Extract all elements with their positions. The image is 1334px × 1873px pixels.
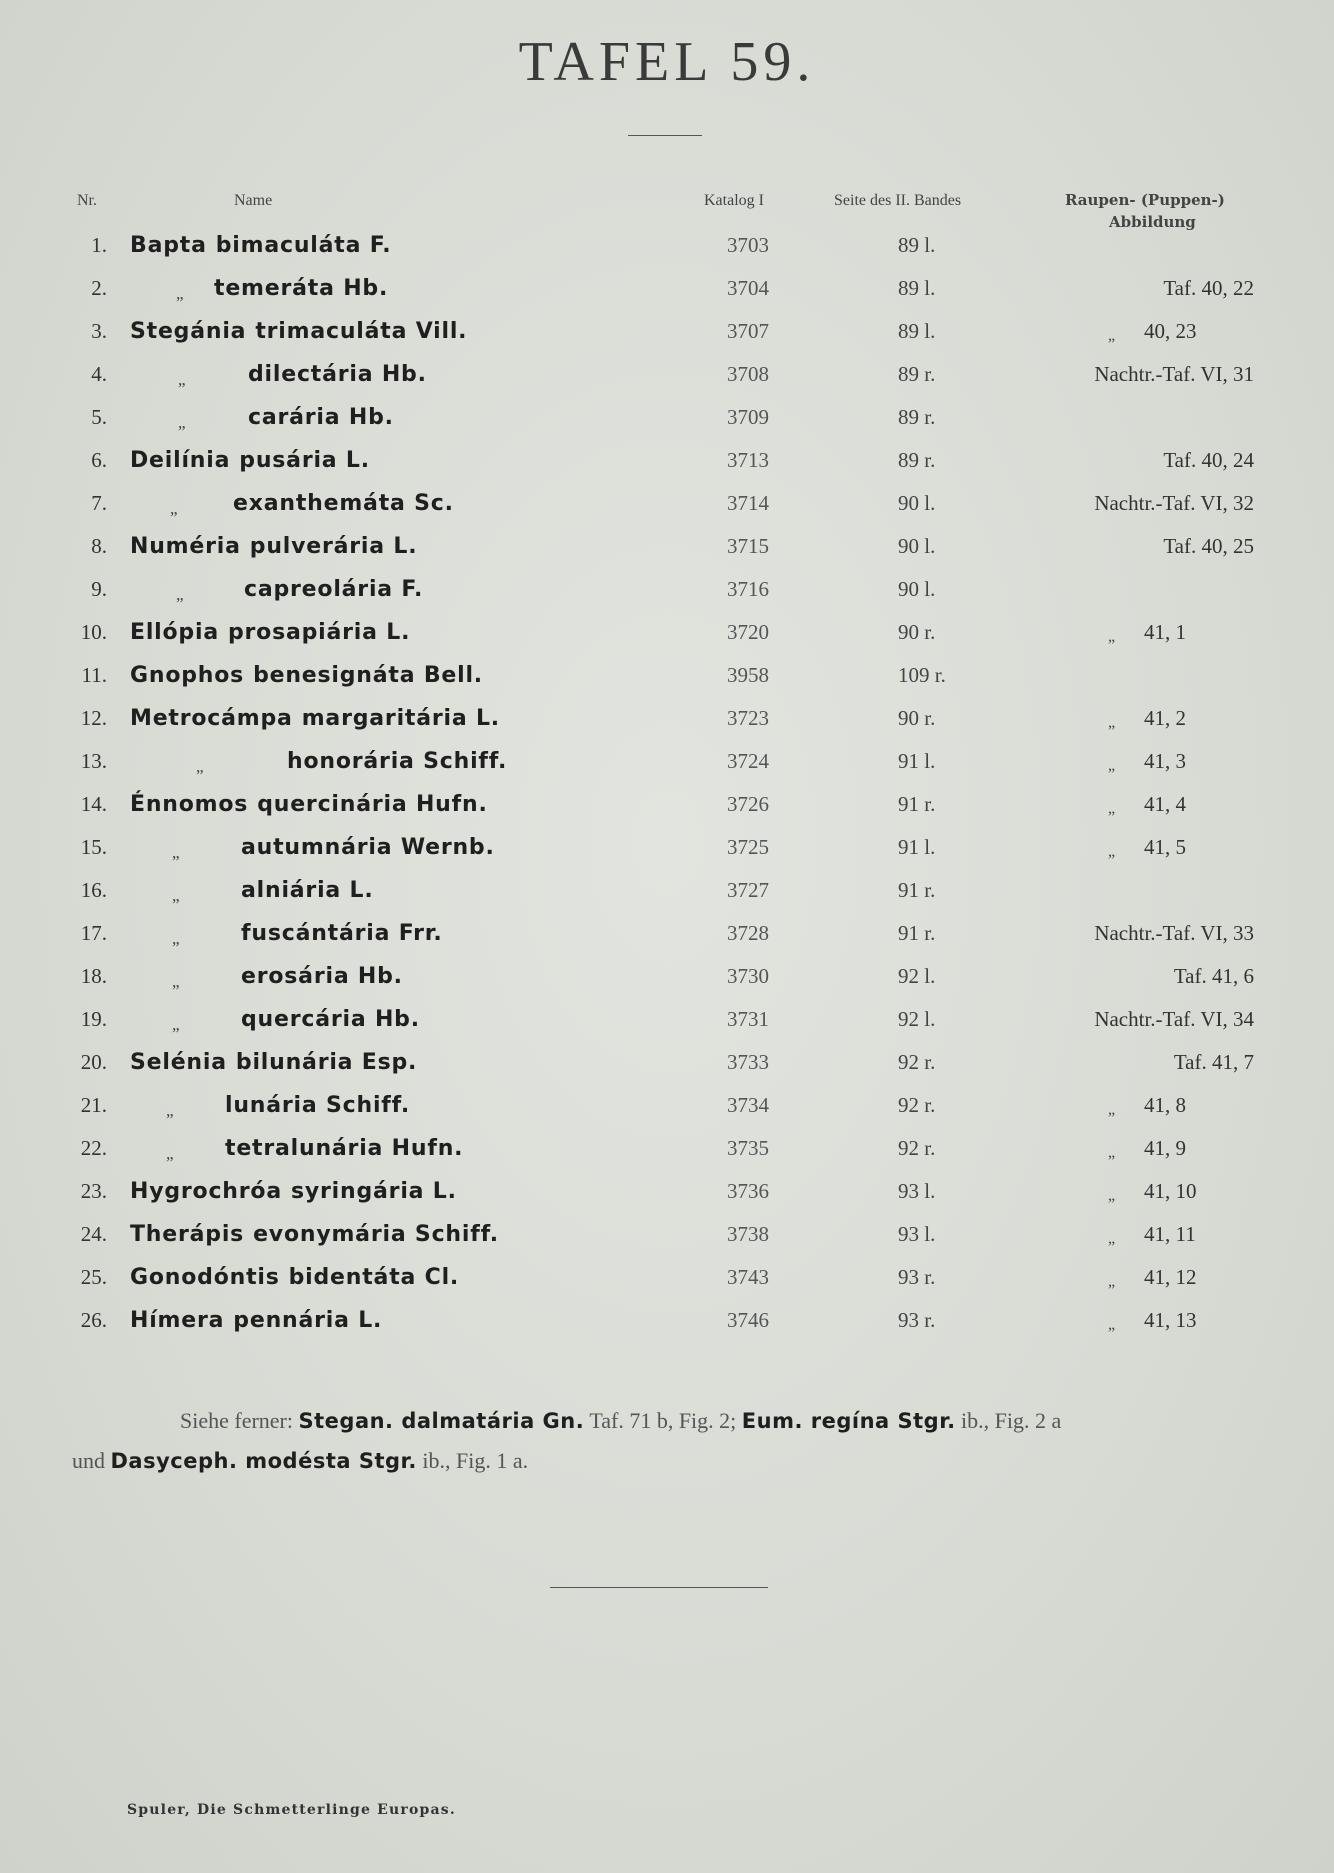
plate-reference: 41, 13 — [1144, 1308, 1197, 1332]
ditto-mark: „ — [1108, 1187, 1116, 1204]
plate-reference: Taf. 40, 25 — [1163, 534, 1254, 558]
page-reference: 93 l. — [898, 1222, 936, 1246]
table-row — [0, 1093, 1334, 1133]
row-number: 5. — [91, 405, 107, 429]
plate-reference: 41, 3 — [1144, 749, 1186, 773]
table-row — [0, 276, 1334, 316]
ditto-mark: „ — [172, 1015, 180, 1034]
species-name: bidentáta Cl. — [288, 1265, 460, 1290]
ditto-mark: „ — [1108, 628, 1116, 645]
ditto-mark: „ — [172, 929, 180, 948]
genus-name: Gonodóntis — [130, 1265, 280, 1290]
plate-reference: Taf. 41, 7 — [1173, 1050, 1254, 1074]
page-reference: 93 r. — [898, 1308, 936, 1332]
catalog-number: 3730 — [727, 964, 769, 988]
species-name: fuscántária Frr. — [241, 921, 443, 946]
bottom-divider — [550, 1587, 768, 1588]
page-reference: 93 r. — [898, 1265, 936, 1289]
page-reference: 91 r. — [898, 878, 936, 902]
ditto-mark: „ — [1108, 1316, 1116, 1333]
ditto-mark: „ — [176, 585, 184, 604]
species-name: lunária Schiff. — [225, 1093, 410, 1118]
ditto-mark: „ — [1108, 757, 1116, 774]
catalog-number: 3703 — [727, 233, 769, 257]
note-line-2 — [72, 1448, 528, 1474]
plate-reference: 41, 9 — [1144, 1136, 1186, 1160]
row-number: 9. — [91, 577, 107, 601]
plate-reference: Taf. 40, 22 — [1163, 276, 1254, 300]
species-name: pusária L. — [239, 448, 370, 473]
ditto-mark: „ — [166, 1144, 174, 1163]
page-reference: 93 l. — [898, 1179, 936, 1203]
plate-reference: 41, 5 — [1144, 835, 1186, 859]
catalog-number: 3735 — [727, 1136, 769, 1160]
species-reference: Eum. regína Stgr. — [741, 1409, 956, 1433]
ditto-mark: „ — [196, 757, 204, 776]
genus-name: Therápis — [130, 1222, 245, 1247]
catalog-number: 3720 — [727, 620, 769, 644]
ditto-mark: „ — [1108, 1144, 1116, 1161]
page-reference: 92 l. — [898, 964, 936, 988]
table-row — [0, 1265, 1334, 1305]
catalog-number: 3734 — [727, 1093, 769, 1117]
plate-reference: 41, 11 — [1144, 1222, 1196, 1246]
table-row — [0, 577, 1334, 617]
page-reference: 92 r. — [898, 1136, 936, 1160]
genus-name: Stegánia — [130, 319, 247, 344]
note-text: ib., Fig. 2 a — [955, 1408, 1062, 1433]
catalog-number: 3958 — [727, 663, 769, 687]
table-row — [0, 921, 1334, 961]
species-name: benesignáta Bell. — [253, 663, 483, 688]
row-number: 2. — [91, 276, 107, 300]
species-name: capreolária F. — [244, 577, 424, 602]
row-number: 19. — [80, 1007, 107, 1031]
note-text: Taf. 71 b, Fig. 2; — [584, 1408, 742, 1433]
table-row — [0, 1136, 1334, 1176]
row-number: 22. — [80, 1136, 107, 1160]
row-number: 1. — [91, 233, 107, 257]
table-row — [0, 448, 1334, 488]
catalog-number: 3704 — [727, 276, 769, 300]
page-reference: 89 r. — [898, 362, 936, 386]
genus-name: Bapta — [130, 233, 207, 258]
row-number: 7. — [91, 491, 107, 515]
species-name: prosapiária L. — [227, 620, 411, 645]
plate-reference: 41, 4 — [1144, 792, 1186, 816]
row-number: 21. — [80, 1093, 107, 1117]
page-reference: 91 l. — [898, 835, 936, 859]
plate-reference: 41, 10 — [1144, 1179, 1197, 1203]
species-name: bilunária Esp. — [235, 1050, 418, 1075]
plate-reference: 41, 12 — [1144, 1265, 1197, 1289]
note-text: ib., Fig. 1 a. — [416, 1448, 529, 1473]
catalog-number: 3725 — [727, 835, 769, 859]
table-row — [0, 1050, 1334, 1090]
catalog-number: 3724 — [727, 749, 769, 773]
catalog-number: 3726 — [727, 792, 769, 816]
page-reference: 91 r. — [898, 792, 936, 816]
page-reference: 89 l. — [898, 276, 936, 300]
note-text: Siehe ferner: — [180, 1408, 299, 1433]
row-number: 6. — [91, 448, 107, 472]
header-abbildung-line2: Abbildung — [1109, 213, 1196, 231]
note-line-1 — [180, 1408, 1061, 1434]
note-text: und — [72, 1448, 111, 1473]
row-number: 13. — [80, 749, 107, 773]
ditto-mark: „ — [1108, 800, 1116, 817]
page-reference: 89 l. — [898, 319, 936, 343]
catalog-number: 3707 — [727, 319, 769, 343]
row-number: 26. — [80, 1308, 107, 1332]
ditto-mark: „ — [1108, 1273, 1116, 1290]
header-nr: Nr. — [77, 192, 97, 209]
species-name: autumnária Wernb. — [241, 835, 495, 860]
catalog-number: 3708 — [727, 362, 769, 386]
table-row — [0, 319, 1334, 359]
row-number: 4. — [91, 362, 107, 386]
page-reference: 90 r. — [898, 706, 936, 730]
catalog-number: 3728 — [727, 921, 769, 945]
species-name: alniária L. — [241, 878, 374, 903]
table-row — [0, 233, 1334, 273]
ditto-mark: „ — [176, 284, 184, 303]
page-reference: 109 r. — [898, 663, 946, 687]
ditto-mark: „ — [170, 499, 178, 518]
ditto-mark: „ — [1108, 843, 1116, 860]
title-divider — [628, 135, 702, 136]
header-name: Name — [234, 192, 273, 209]
table-row — [0, 964, 1334, 1004]
row-number: 15. — [80, 835, 107, 859]
species-name: trimaculáta Vill. — [255, 319, 468, 344]
page-reference: 89 r. — [898, 405, 936, 429]
ditto-mark: „ — [172, 886, 180, 905]
page-reference: 92 r. — [898, 1050, 936, 1074]
ditto-mark: „ — [172, 843, 180, 862]
table-row — [0, 835, 1334, 875]
page-reference: 90 l. — [898, 534, 936, 558]
catalog-number: 3727 — [727, 878, 769, 902]
page-reference: 91 l. — [898, 749, 936, 773]
table-row — [0, 1179, 1334, 1219]
genus-name: Gnophos — [130, 663, 245, 688]
page-reference: 91 r. — [898, 921, 936, 945]
ditto-mark: „ — [1108, 714, 1116, 731]
ditto-mark: „ — [172, 972, 180, 991]
plate-reference: Nachtr.-Taf. VI, 34 — [1094, 1007, 1254, 1031]
plate-reference: Taf. 40, 24 — [1163, 448, 1254, 472]
plate-reference: 41, 8 — [1144, 1093, 1186, 1117]
table-row — [0, 792, 1334, 832]
row-number: 10. — [80, 620, 107, 644]
species-name: temeráta Hb. — [214, 276, 389, 301]
table-row — [0, 620, 1334, 660]
species-name: tetralunária Hufn. — [225, 1136, 464, 1161]
footer-imprint: Spuler, Die Schmetterlinge Europas. — [127, 1802, 456, 1818]
ditto-mark: „ — [178, 413, 186, 432]
header-abbildung-line1: Raupen- (Puppen-) — [1065, 191, 1225, 209]
row-number: 12. — [80, 706, 107, 730]
catalog-number: 3714 — [727, 491, 769, 515]
table-row — [0, 878, 1334, 918]
ditto-mark: „ — [178, 370, 186, 389]
header-katalog: Katalog I — [704, 192, 764, 209]
catalog-number: 3738 — [727, 1222, 769, 1246]
catalog-number: 3713 — [727, 448, 769, 472]
row-number: 25. — [80, 1265, 107, 1289]
species-name: quercinária Hufn. — [257, 792, 488, 817]
catalog-number: 3736 — [727, 1179, 769, 1203]
page-reference: 90 l. — [898, 491, 936, 515]
species-name: dilectária Hb. — [248, 362, 427, 387]
table-row — [0, 491, 1334, 531]
species-reference: Stegan. dalmatária Gn. — [298, 1409, 585, 1433]
catalog-number: 3723 — [727, 706, 769, 730]
catalog-number: 3709 — [727, 405, 769, 429]
species-reference: Dasyceph. modésta Stgr. — [110, 1449, 417, 1473]
row-number: 17. — [80, 921, 107, 945]
species-name: pulverária L. — [249, 534, 418, 559]
row-number: 16. — [80, 878, 107, 902]
species-name: evonymária Schiff. — [253, 1222, 499, 1247]
plate-reference: Nachtr.-Taf. VI, 33 — [1094, 921, 1254, 945]
genus-name: Metrocámpa — [130, 706, 293, 731]
species-name: honorária Schiff. — [287, 749, 508, 774]
species-name: exanthemáta Sc. — [233, 491, 454, 516]
table-row — [0, 534, 1334, 574]
table-row — [0, 362, 1334, 402]
page-reference: 92 l. — [898, 1007, 936, 1031]
page-reference: 90 l. — [898, 577, 936, 601]
plate-reference: Taf. 41, 6 — [1173, 964, 1254, 988]
genus-name: Numéria — [130, 534, 241, 559]
page-reference: 89 l. — [898, 233, 936, 257]
catalog-number: 3716 — [727, 577, 769, 601]
page-reference: 90 r. — [898, 620, 936, 644]
page-reference: 89 r. — [898, 448, 936, 472]
table-row — [0, 706, 1334, 746]
row-number: 3. — [91, 319, 107, 343]
row-number: 23. — [80, 1179, 107, 1203]
row-number: 11. — [81, 663, 107, 687]
ditto-mark: „ — [1108, 1230, 1116, 1247]
table-row — [0, 1007, 1334, 1047]
species-name: pennária L. — [233, 1308, 383, 1333]
catalog-number: 3743 — [727, 1265, 769, 1289]
catalog-number: 3733 — [727, 1050, 769, 1074]
table-row — [0, 1222, 1334, 1262]
table-row — [0, 749, 1334, 789]
plate-reference: 41, 2 — [1144, 706, 1186, 730]
genus-name: Énnomos — [130, 792, 249, 817]
species-name: bimaculáta F. — [215, 233, 392, 258]
row-number: 24. — [80, 1222, 107, 1246]
row-number: 20. — [80, 1050, 107, 1074]
species-name: syringária L. — [290, 1179, 457, 1204]
plate-reference: Nachtr.-Taf. VI, 31 — [1094, 362, 1254, 386]
header-seite: Seite des II. Bandes — [834, 192, 962, 209]
table-row — [0, 663, 1334, 703]
catalog-number: 3715 — [727, 534, 769, 558]
plate-reference: 40, 23 — [1144, 319, 1197, 343]
ditto-mark: „ — [1108, 1101, 1116, 1118]
ditto-mark: „ — [1108, 327, 1116, 344]
genus-name: Selénia — [130, 1050, 227, 1075]
genus-name: Deilínia — [130, 448, 231, 473]
row-number: 18. — [80, 964, 107, 988]
genus-name: Hímera — [130, 1308, 225, 1333]
page-title: TAFEL 59. — [518, 31, 816, 93]
genus-name: Hygrochróa — [130, 1179, 282, 1204]
species-name: carária Hb. — [248, 405, 394, 430]
species-name: quercária Hb. — [241, 1007, 420, 1032]
species-name: margaritária L. — [301, 706, 500, 731]
ditto-mark: „ — [166, 1101, 174, 1120]
page-reference: 92 r. — [898, 1093, 936, 1117]
catalog-number: 3731 — [727, 1007, 769, 1031]
catalog-number: 3746 — [727, 1308, 769, 1332]
species-name: erosária Hb. — [241, 964, 403, 989]
plate-reference: Nachtr.-Taf. VI, 32 — [1094, 491, 1254, 515]
table-row — [0, 1308, 1334, 1348]
genus-name: Ellópia — [130, 620, 219, 645]
plate-reference: 41, 1 — [1144, 620, 1186, 644]
table-row — [0, 405, 1334, 445]
row-number: 14. — [80, 792, 107, 816]
row-number: 8. — [91, 534, 107, 558]
